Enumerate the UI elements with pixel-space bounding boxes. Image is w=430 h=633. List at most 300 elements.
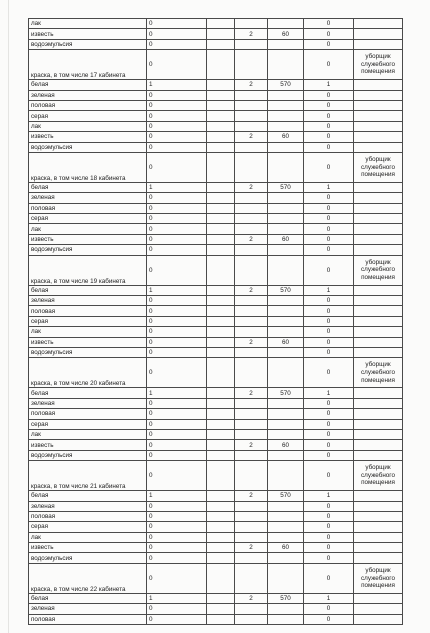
table-row	[29, 450, 403, 460]
price-cell	[268, 19, 304, 29]
responsible-role-cell	[354, 419, 403, 429]
material-name-cell: краска, в том числе 21 кабинета	[29, 461, 147, 491]
price-cell	[268, 614, 304, 624]
quantity-cell: 0	[147, 316, 207, 326]
price-cell	[268, 398, 304, 408]
blank-cell	[207, 450, 235, 460]
count-cell	[235, 409, 268, 419]
count-cell	[235, 90, 268, 100]
quantity-cell: 0	[147, 358, 207, 388]
responsible-role-cell	[354, 296, 403, 306]
responsible-role-cell	[354, 409, 403, 419]
blank-cell	[207, 90, 235, 100]
material-name-cell: водоэмульсия	[29, 142, 147, 152]
table-row	[29, 511, 403, 521]
responsible-role-cell: уборщик служебного помещения	[354, 461, 403, 491]
blank-cell	[207, 522, 235, 532]
total-cell: 0	[304, 100, 354, 110]
material-name-cell: лак	[29, 429, 147, 439]
total-cell: 0	[304, 614, 354, 624]
blank-cell	[207, 255, 235, 285]
count-cell	[235, 419, 268, 429]
count-cell: 2	[235, 234, 268, 244]
table-row	[29, 224, 403, 234]
blank-cell	[207, 419, 235, 429]
responsible-role-cell	[354, 388, 403, 398]
responsible-role-cell	[354, 193, 403, 203]
price-cell: 570	[268, 593, 304, 603]
room-header-row	[29, 563, 403, 593]
count-cell	[235, 224, 268, 234]
material-name-cell: известь	[29, 337, 147, 347]
total-cell: 0	[304, 440, 354, 450]
material-name-cell: половая	[29, 203, 147, 213]
price-cell	[268, 522, 304, 532]
total-cell: 0	[304, 316, 354, 326]
count-cell: 2	[235, 182, 268, 192]
count-cell	[235, 193, 268, 203]
table-row	[29, 419, 403, 429]
price-cell	[268, 142, 304, 152]
quantity-cell: 0	[147, 152, 207, 182]
count-cell	[235, 306, 268, 316]
material-name-cell: белая	[29, 182, 147, 192]
quantity-cell: 0	[147, 450, 207, 460]
price-cell	[268, 255, 304, 285]
price-cell: 570	[268, 491, 304, 501]
responsible-role-cell: уборщик служебного помещения	[354, 563, 403, 593]
price-cell	[268, 553, 304, 563]
count-cell	[235, 255, 268, 285]
total-cell: 0	[304, 152, 354, 182]
count-cell	[235, 111, 268, 121]
table-row	[29, 100, 403, 110]
price-cell	[268, 347, 304, 357]
quantity-cell: 0	[147, 553, 207, 563]
material-name-cell: белая	[29, 80, 147, 90]
count-cell	[235, 398, 268, 408]
price-cell	[268, 501, 304, 511]
blank-cell	[207, 39, 235, 49]
room-header-row	[29, 152, 403, 182]
responsible-role-cell	[354, 593, 403, 603]
quantity-cell: 0	[147, 234, 207, 244]
blank-cell	[207, 316, 235, 326]
responsible-role-cell	[354, 203, 403, 213]
material-name-cell: серая	[29, 111, 147, 121]
table-row	[29, 593, 403, 603]
blank-cell	[207, 29, 235, 39]
material-name-cell: серая	[29, 419, 147, 429]
quantity-cell: 0	[147, 461, 207, 491]
materials-table-body	[29, 19, 403, 625]
blank-cell	[207, 50, 235, 80]
quantity-cell: 0	[147, 111, 207, 121]
material-name-cell: белая	[29, 491, 147, 501]
responsible-role-cell: уборщик служебного помещения	[354, 50, 403, 80]
total-cell: 0	[304, 358, 354, 388]
table-row	[29, 614, 403, 624]
total-cell: 0	[304, 347, 354, 357]
blank-cell	[207, 347, 235, 357]
material-name-cell: половая	[29, 409, 147, 419]
table-row	[29, 121, 403, 131]
responsible-role-cell	[354, 522, 403, 532]
count-cell: 2	[235, 593, 268, 603]
count-cell	[235, 450, 268, 460]
quantity-cell: 0	[147, 142, 207, 152]
count-cell	[235, 152, 268, 182]
price-cell	[268, 409, 304, 419]
quantity-cell: 1	[147, 388, 207, 398]
responsible-role-cell	[354, 132, 403, 142]
count-cell: 2	[235, 132, 268, 142]
material-name-cell: краска, в том числе 18 кабинета	[29, 152, 147, 182]
count-cell	[235, 327, 268, 337]
responsible-role-cell	[354, 450, 403, 460]
material-name-cell: белая	[29, 593, 147, 603]
quantity-cell: 0	[147, 522, 207, 532]
total-cell: 0	[304, 461, 354, 491]
responsible-role-cell	[354, 245, 403, 255]
quantity-cell: 0	[147, 429, 207, 439]
table-row	[29, 234, 403, 244]
price-cell	[268, 429, 304, 439]
price-cell	[268, 461, 304, 491]
table-row	[29, 327, 403, 337]
count-cell	[235, 604, 268, 614]
material-name-cell: лак	[29, 19, 147, 29]
quantity-cell: 0	[147, 245, 207, 255]
count-cell	[235, 316, 268, 326]
blank-cell	[207, 604, 235, 614]
count-cell	[235, 511, 268, 521]
total-cell: 0	[304, 111, 354, 121]
material-name-cell: водоэмульсия	[29, 347, 147, 357]
total-cell: 0	[304, 132, 354, 142]
count-cell: 2	[235, 388, 268, 398]
price-cell	[268, 111, 304, 121]
blank-cell	[207, 80, 235, 90]
total-cell: 0	[304, 398, 354, 408]
total-cell: 0	[304, 245, 354, 255]
blank-cell	[207, 132, 235, 142]
total-cell: 1	[304, 285, 354, 295]
responsible-role-cell: уборщик служебного помещения	[354, 255, 403, 285]
material-name-cell: зеленая	[29, 193, 147, 203]
count-cell	[235, 39, 268, 49]
count-cell	[235, 563, 268, 593]
quantity-cell: 0	[147, 132, 207, 142]
blank-cell	[207, 388, 235, 398]
responsible-role-cell	[354, 327, 403, 337]
count-cell	[235, 429, 268, 439]
blank-cell	[207, 429, 235, 439]
price-cell: 60	[268, 337, 304, 347]
table-row	[29, 142, 403, 152]
total-cell: 0	[304, 39, 354, 49]
material-name-cell: зеленая	[29, 398, 147, 408]
responsible-role-cell	[354, 316, 403, 326]
total-cell: 0	[304, 29, 354, 39]
blank-cell	[207, 142, 235, 152]
count-cell	[235, 245, 268, 255]
total-cell: 0	[304, 193, 354, 203]
price-cell: 60	[268, 132, 304, 142]
price-cell: 60	[268, 29, 304, 39]
quantity-cell: 0	[147, 296, 207, 306]
table-row	[29, 409, 403, 419]
quantity-cell: 0	[147, 337, 207, 347]
material-name-cell: половая	[29, 511, 147, 521]
total-cell: 0	[304, 224, 354, 234]
responsible-role-cell	[354, 347, 403, 357]
price-cell	[268, 604, 304, 614]
blank-cell	[207, 327, 235, 337]
price-cell: 570	[268, 182, 304, 192]
price-cell	[268, 306, 304, 316]
material-name-cell: лак	[29, 121, 147, 131]
price-cell	[268, 152, 304, 182]
blank-cell	[207, 19, 235, 29]
responsible-role-cell	[354, 306, 403, 316]
material-name-cell: серая	[29, 316, 147, 326]
table-row	[29, 39, 403, 49]
total-cell: 0	[304, 234, 354, 244]
total-cell: 0	[304, 522, 354, 532]
total-cell: 0	[304, 532, 354, 542]
quantity-cell: 0	[147, 409, 207, 419]
count-cell	[235, 532, 268, 542]
table-row	[29, 337, 403, 347]
count-cell	[235, 461, 268, 491]
total-cell: 0	[304, 501, 354, 511]
material-name-cell: серая	[29, 522, 147, 532]
table-row	[29, 532, 403, 542]
materials-table	[28, 18, 403, 625]
responsible-role-cell	[354, 511, 403, 521]
price-cell	[268, 296, 304, 306]
table-row	[29, 388, 403, 398]
total-cell: 0	[304, 90, 354, 100]
blank-cell	[207, 245, 235, 255]
total-cell: 0	[304, 255, 354, 285]
count-cell: 2	[235, 440, 268, 450]
material-name-cell: зеленая	[29, 90, 147, 100]
material-name-cell: водоэмульсия	[29, 553, 147, 563]
quantity-cell: 0	[147, 398, 207, 408]
count-cell: 2	[235, 491, 268, 501]
count-cell	[235, 121, 268, 131]
responsible-role-cell	[354, 121, 403, 131]
count-cell	[235, 347, 268, 357]
responsible-role-cell	[354, 501, 403, 511]
price-cell: 570	[268, 388, 304, 398]
count-cell	[235, 553, 268, 563]
table-row	[29, 553, 403, 563]
price-cell	[268, 358, 304, 388]
blank-cell	[207, 193, 235, 203]
blank-cell	[207, 409, 235, 419]
table-row	[29, 80, 403, 90]
table-row	[29, 347, 403, 357]
blank-cell	[207, 614, 235, 624]
price-cell	[268, 214, 304, 224]
table-row	[29, 193, 403, 203]
quantity-cell: 0	[147, 90, 207, 100]
table-row	[29, 522, 403, 532]
total-cell: 0	[304, 553, 354, 563]
total-cell: 0	[304, 511, 354, 521]
table-row	[29, 285, 403, 295]
price-cell	[268, 90, 304, 100]
table-row	[29, 19, 403, 29]
material-name-cell: краска, в том числе 17 кабинета	[29, 50, 147, 80]
table-row	[29, 245, 403, 255]
quantity-cell: 0	[147, 563, 207, 593]
count-cell	[235, 19, 268, 29]
total-cell: 1	[304, 593, 354, 603]
blank-cell	[207, 214, 235, 224]
blank-cell	[207, 440, 235, 450]
responsible-role-cell: уборщик служебного помещения	[354, 358, 403, 388]
table-row	[29, 501, 403, 511]
quantity-cell: 0	[147, 29, 207, 39]
quantity-cell: 0	[147, 543, 207, 553]
quantity-cell: 0	[147, 440, 207, 450]
table-row	[29, 306, 403, 316]
count-cell: 2	[235, 337, 268, 347]
price-cell	[268, 511, 304, 521]
count-cell	[235, 501, 268, 511]
quantity-cell: 0	[147, 327, 207, 337]
count-cell	[235, 296, 268, 306]
responsible-role-cell	[354, 234, 403, 244]
quantity-cell: 1	[147, 182, 207, 192]
price-cell	[268, 121, 304, 131]
count-cell	[235, 214, 268, 224]
responsible-role-cell	[354, 604, 403, 614]
responsible-role-cell	[354, 429, 403, 439]
price-cell	[268, 100, 304, 110]
quantity-cell: 0	[147, 121, 207, 131]
material-name-cell: известь	[29, 234, 147, 244]
price-cell	[268, 193, 304, 203]
responsible-role-cell	[354, 90, 403, 100]
material-name-cell: половая	[29, 614, 147, 624]
table-row	[29, 29, 403, 39]
material-name-cell: половая	[29, 100, 147, 110]
responsible-role-cell	[354, 553, 403, 563]
material-name-cell: зеленая	[29, 604, 147, 614]
price-cell	[268, 419, 304, 429]
price-cell	[268, 532, 304, 542]
blank-cell	[207, 203, 235, 213]
responsible-role-cell	[354, 543, 403, 553]
blank-cell	[207, 337, 235, 347]
material-name-cell: лак	[29, 532, 147, 542]
count-cell	[235, 142, 268, 152]
count-cell	[235, 50, 268, 80]
table-row	[29, 203, 403, 213]
blank-cell	[207, 285, 235, 295]
table-row	[29, 182, 403, 192]
material-name-cell: зеленая	[29, 296, 147, 306]
page-margin-line	[8, 0, 9, 633]
quantity-cell: 0	[147, 39, 207, 49]
blank-cell	[207, 563, 235, 593]
quantity-cell: 0	[147, 50, 207, 80]
material-name-cell: водоэмульсия	[29, 39, 147, 49]
total-cell: 0	[304, 203, 354, 213]
quantity-cell: 0	[147, 193, 207, 203]
quantity-cell: 0	[147, 501, 207, 511]
total-cell: 0	[304, 214, 354, 224]
responsible-role-cell	[354, 224, 403, 234]
count-cell: 2	[235, 80, 268, 90]
count-cell	[235, 522, 268, 532]
quantity-cell: 0	[147, 203, 207, 213]
count-cell	[235, 203, 268, 213]
total-cell: 0	[304, 296, 354, 306]
total-cell: 1	[304, 182, 354, 192]
blank-cell	[207, 182, 235, 192]
count-cell	[235, 358, 268, 388]
material-name-cell: краска, в том числе 22 кабинета	[29, 563, 147, 593]
quantity-cell: 0	[147, 19, 207, 29]
responsible-role-cell	[354, 440, 403, 450]
quantity-cell: 0	[147, 614, 207, 624]
material-name-cell: лак	[29, 224, 147, 234]
material-name-cell: лак	[29, 327, 147, 337]
price-cell: 60	[268, 440, 304, 450]
count-cell: 2	[235, 543, 268, 553]
material-name-cell: половая	[29, 306, 147, 316]
table-row	[29, 214, 403, 224]
quantity-cell: 1	[147, 491, 207, 501]
blank-cell	[207, 501, 235, 511]
material-name-cell: краска, в том числе 19 кабинета	[29, 255, 147, 285]
responsible-role-cell	[354, 214, 403, 224]
total-cell: 0	[304, 142, 354, 152]
responsible-role-cell	[354, 337, 403, 347]
price-cell: 60	[268, 543, 304, 553]
total-cell: 0	[304, 429, 354, 439]
table-row	[29, 132, 403, 142]
quantity-cell: 0	[147, 419, 207, 429]
price-cell	[268, 327, 304, 337]
room-header-row	[29, 358, 403, 388]
blank-cell	[207, 111, 235, 121]
material-name-cell: известь	[29, 132, 147, 142]
blank-cell	[207, 296, 235, 306]
quantity-cell: 0	[147, 255, 207, 285]
price-cell	[268, 245, 304, 255]
total-cell: 0	[304, 419, 354, 429]
quantity-cell: 1	[147, 593, 207, 603]
price-cell: 570	[268, 80, 304, 90]
responsible-role-cell	[354, 100, 403, 110]
material-name-cell: известь	[29, 29, 147, 39]
total-cell: 0	[304, 121, 354, 131]
total-cell: 0	[304, 604, 354, 614]
total-cell: 0	[304, 327, 354, 337]
blank-cell	[207, 461, 235, 491]
responsible-role-cell	[354, 614, 403, 624]
blank-cell	[207, 224, 235, 234]
total-cell: 0	[304, 337, 354, 347]
quantity-cell: 0	[147, 306, 207, 316]
